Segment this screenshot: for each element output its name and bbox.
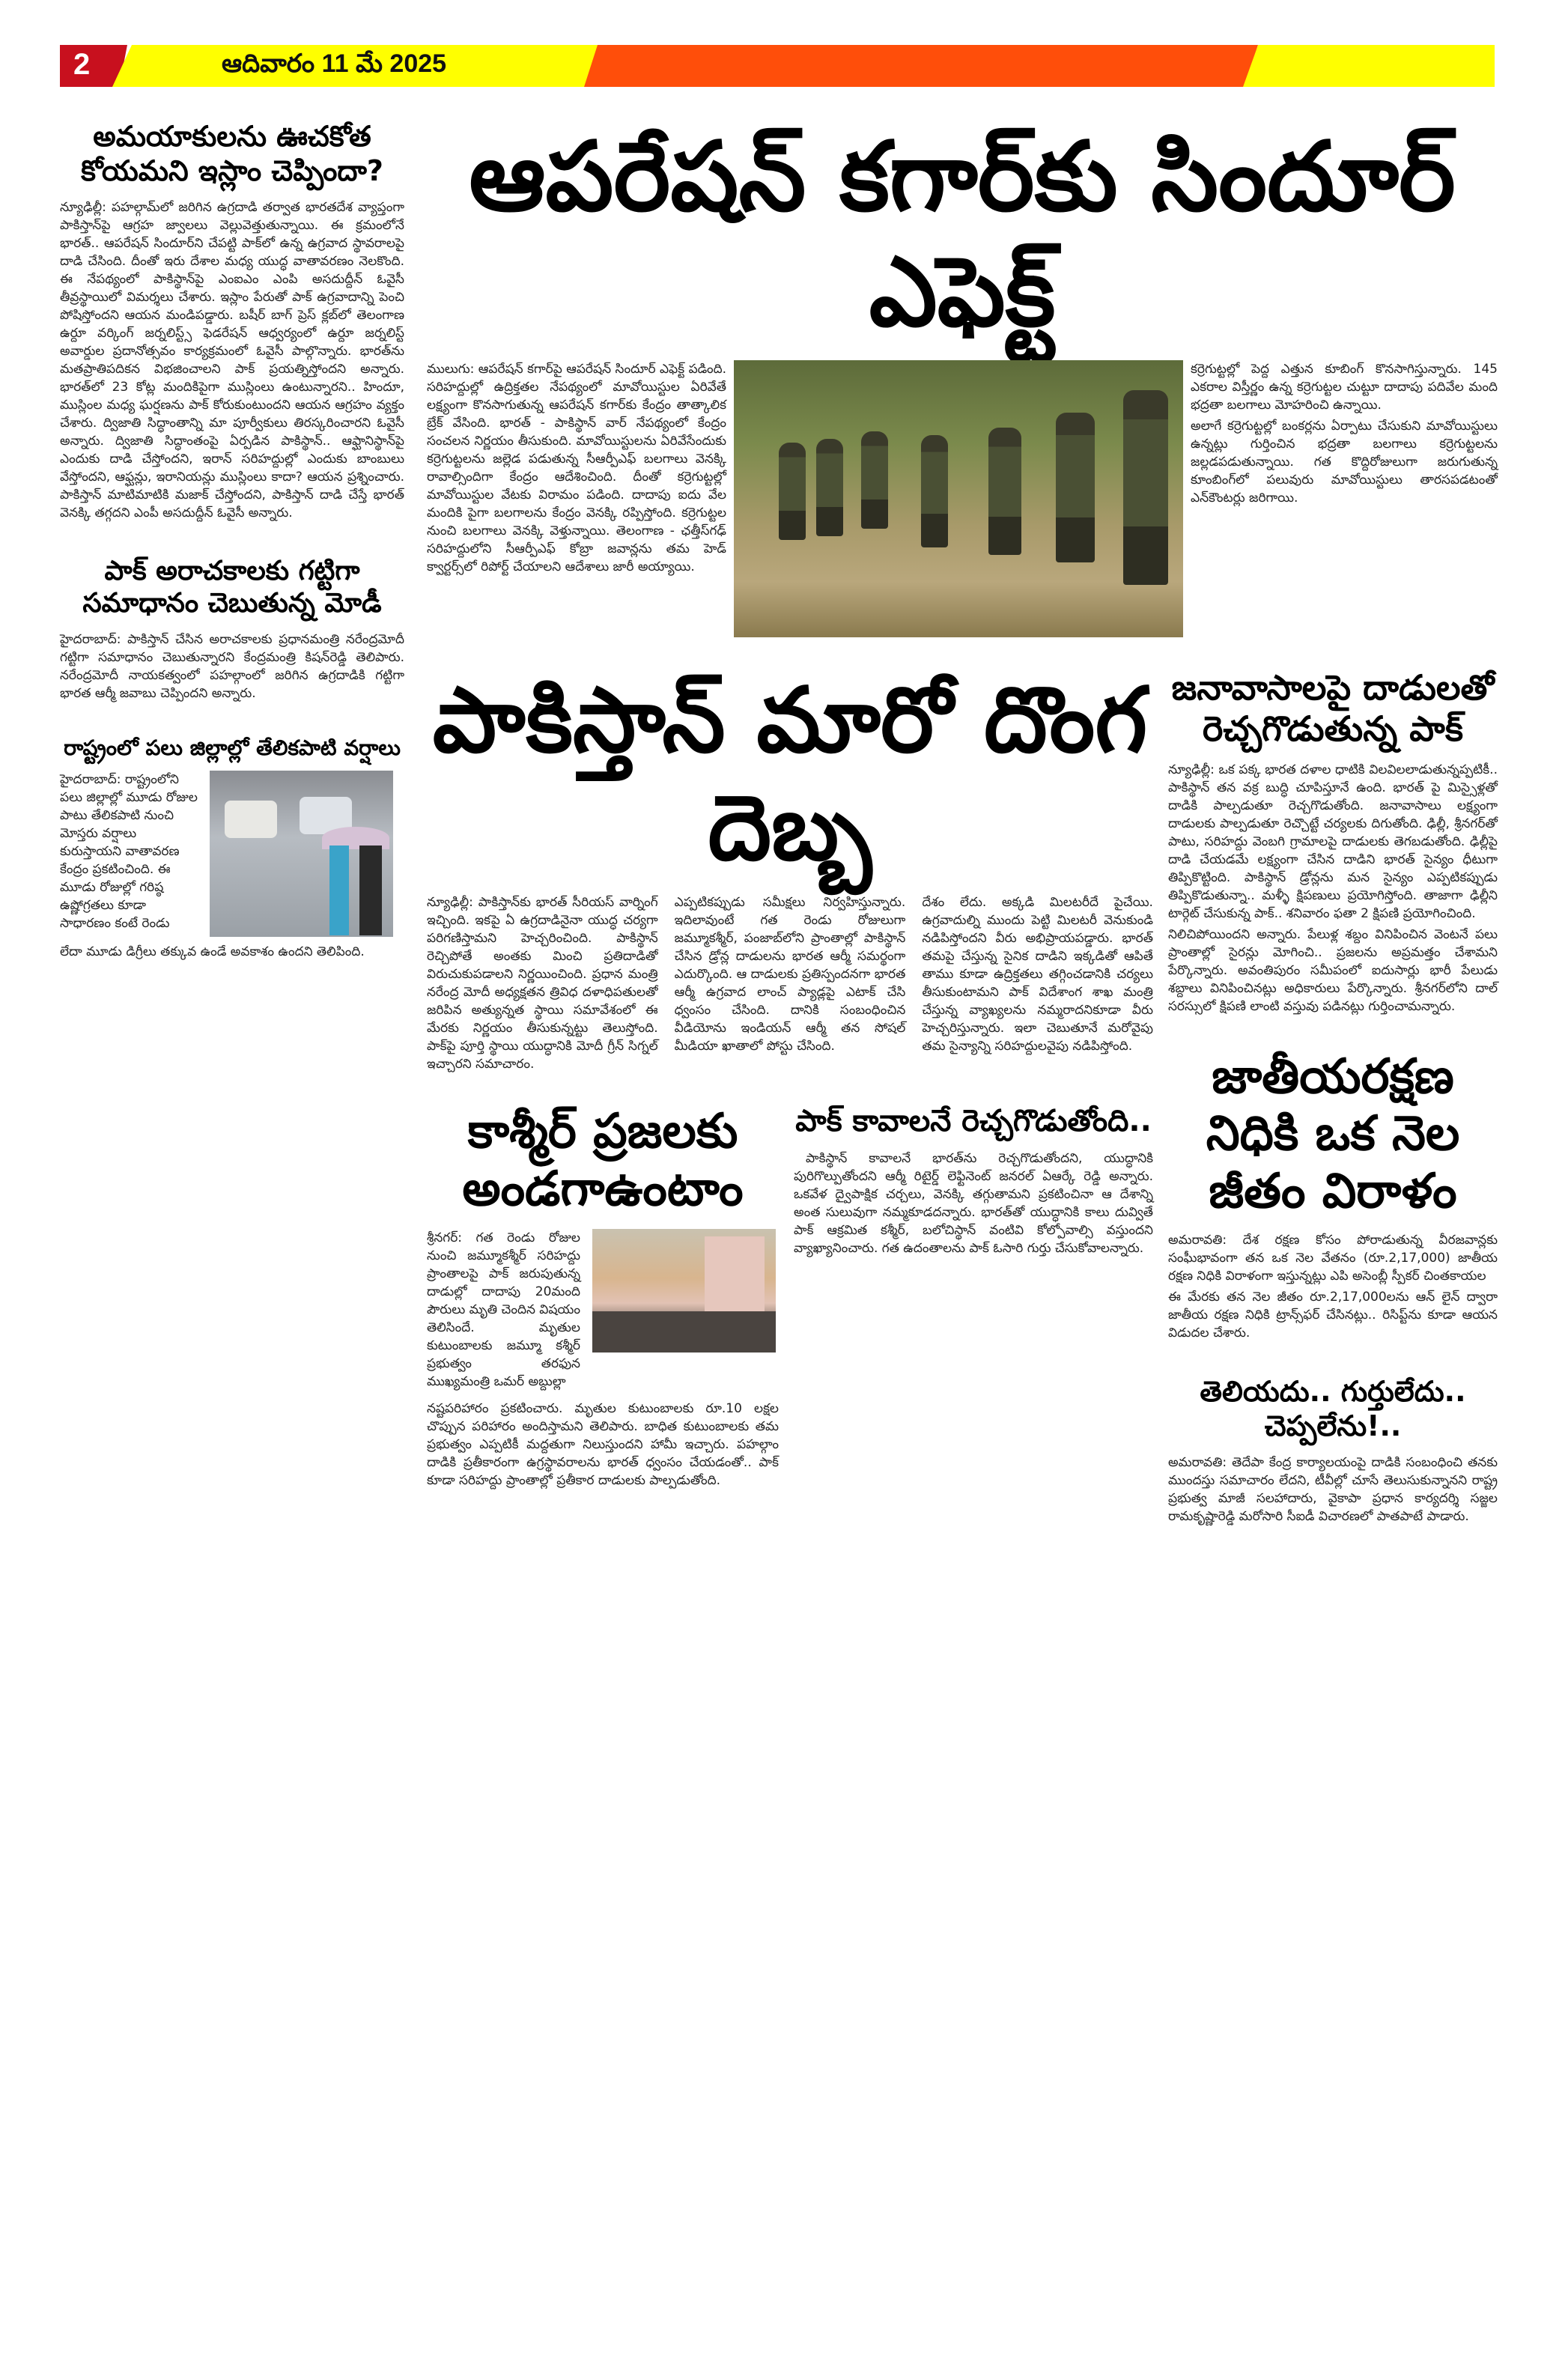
article-donga-debba [427,667,1153,1073]
article-text: శ్రీనగర్: గత రెండు రోజుల నుంచి జమ్మూకశ్మీర్ సరిహద్దు ప్రాంతాలపై పాక్ జరుపుతున్న దాడుల్లో దాదాపు 20మంది పౌరులు మృతి చెందిన విషయం తెలిసిందే. మృతుల కుటుంబాలకు జమ్మూ కశ్మీర్ ప్రభుత్వం తరఫున ముఖ్యమంత్రి ఒమర్ అబ్దుల్లా [427,1230,580,1389]
bottom-row [427,1103,1153,1493]
kashmir-row [427,1229,779,1394]
article-teliyadu-body [1168,1454,1498,1525]
article-text: దేశం లేదు. అక్కడి మిలటరీదే పైచేయి. ఉగ్రవాదుల్ని ముందు పెట్టి మిలటరీ వెనుకుండి నడిపిస్తోందని వీరు అభిప్రాయపడ్డారు. భారత్ తమపై చేస్తున్న సైనిక దాడిని ఇక్కడితో ఆపితే తాము కూడా ఉద్రిక్తతలు తగ్గించడానికి చర్యలు తీసుకుంటామని పాక్ విదేశాంగ శాఖ మంత్రి చేస్తున్న వ్యాఖ్యలను నమ్మరాదనికూడా వీరు హెచ్చరిస్తున్నారు. ఇలా చెబుతూనే మరోవైపు తమ సైన్యాన్ని సరిహద్దులవైపు నడిపిస్తోంది. [922,895,1153,1054]
article-text: హైదరాబాద్: పాకిస్తాన్ చేసిన అరాచకాలకు ప్రధానమంత్రి నరేంద్రమోదీ గట్టిగా సమాధానం చెబుతున్నారని కేంద్రమంత్రి కిషన్‌రెడ్డి తెలిపారు. నరేంద్రమోదీ నాయకత్వంలో పహల్గాంలో జరిగిన ఉగ్రదాడికి గట్టిగా భారత ఆర్మీ జవాబు చెప్పిందని అన్నారు. [60,631,404,701]
article-text: ఈ మేరకు తన నెల జీతం రూ.2,17,000లను ఆన్ లైన్ ద్వారా జాతీయ రక్షణ నిధికి ట్రాన్స్‌ఫర్ చేసినట్లు.. రిసిప్ట్‌ను కూడా ఆయన విడుదల చేశారు. [1168,1289,1498,1341]
photo-soldiers-forest [734,360,1183,637]
article-text: ఎప్పటికప్పుడు సమీక్షలు నిర్వహిస్తున్నారు. ఇదిలావుంటే గత రెండు రోజులుగా జమ్మూకశ్మీర్, పంజాబ్‌లోని ప్రాంతాల్లో పాకిస్థాన్ చేసిన డ్రోన్ల దాడులను భారత ఆర్మీ సమర్థంగా ఎదుర్కొంది. ఆ దాడులకు ప్రతిస్పందనగా భారత ఆర్మీ ఉగ్రవాద లాంచ్ ప్యాడ్లపై ఎటాక్ చేసి ధ్వంసం చేసింది. దానికి సంబంధించిన వీడియోను ఇండియన్ ఆర్మీ తన సోషల్ మీడియా ఖాతాలో పోస్టు చేసింది. [674,895,906,1054]
article-text: లేదా మూడు డిగ్రీలు తక్కువ ఉండే అవకాశం ఉందని తెలిపింది. [60,944,365,960]
article-text: అలాగే కర్రెగుట్టల్లో బంకర్లను ఏర్పాటు చేసుకుని మావోయిస్టులు ఉన్నట్లు గుర్తించిన భద్రతా బలగాలు కర్రెగుట్టలను జల్లడపడుతున్నాయి. గత కొద్దిరోజులుగా జరుగుతున్న కూంబింగ్‌లో పలువురు మావోయిస్టులు తారసపడటంతో ఎన్‌కౌంటర్లు జరిగాయి. [1191,419,1498,506]
headline-donga-debba: పాకిస్తాన్ మారో దొంగ దెబ్బ [432,669,1148,881]
soldier-figure [779,443,806,540]
edition-date: ఆదివారం 11 మే 2025 [222,49,447,78]
article-rain [60,735,404,965]
article-text: కర్రెగుట్టల్లో పెద్ద ఎత్తున కూబింగ్ కొనసాగిస్తున్నారు. 145 ఎకరాల విస్తీర్ణం ఉన్న కర్రెగుట్టల చుట్టూ దాదాపు పదివేల మంది భద్రతా బలగాలు మోహరించి ఉన్నాయి. [1191,362,1498,413]
headline-provoking: పాక్ కావాలనే రెచ్చగొడుతోంది.. [795,1104,1152,1139]
headline-rain: రాష్ట్రంలో పలు జిల్లాల్లో తేలికపాటి వర్షాలు [64,735,401,760]
main-area [427,120,1498,1558]
page-number: 2 [73,48,91,81]
article-text: న్యూఢిల్లీ: పాకిస్తాన్‌కు భారత్ సీరియస్ వార్నింగ్ ఇచ్చింది. ఇకపై ఏ ఉగ్రదాడినైనా యుద్ధ చర్యగా పరిగణిస్తామని హెచ్చరించింది. పాకిస్థాన్ రెచ్చిపోతే అంతకు మించి ప్రతిదాడితో విరుచుకుపడాలని నిర్ణయించింది. ప్రధాన మంత్రి నరేంద్ర మోదీ అధ్యక్షతన త్రివిధ దళాధిపతులతో జరిపిన అత్యున్నత స్థాయి సమావేశంలో ఈ మేరకు నిర్ణయం తీసుకున్నట్టు తెలుస్తోంది. పాక్‌పై పూర్తి స్థాయి యుద్ధానికి మోదీ గ్రీన్ సిగ్నల్ ఇచ్చారని సమాచారం. [427,895,658,1072]
article-kagar-col3 [1191,360,1498,510]
headline-islam: అమయాకులను ఊచకోత కోయమని ఇస్లాం చెప్పిందా? [81,120,383,187]
car-shape [225,801,277,838]
article-kashmir-full [427,1400,779,1493]
article-islam [60,120,404,525]
soldier-figure [1123,390,1168,585]
article-islam-body [60,198,404,522]
rain-row [60,771,404,937]
lower-left [427,667,1153,1493]
article-kagar [427,360,1498,637]
headline-jatiya-raksha: జాతీయరక్షణ నిధికి ఒక నెల జీతం విరాళం [1206,1048,1460,1220]
article-text: హైదరాబాద్: రాష్ట్రంలోని పలు జిల్లాల్లో మూడు రోజుల పాటు తేలికపాటి నుంచి మోస్తరు వర్షాలు కురుస్తాయని వాతావరణ కేంద్రం ప్రకటించింది. ఈ మూడు రోజుల్లో గరిష్ఠ ఉష్ణోగ్రతలు కూడా సాధారణం కంటే రెండు [60,772,198,932]
photo-rain-street [210,771,393,937]
article-text: అమరావతి: దేశ రక్షణ కోసం పోరాడుతున్న వీరజవాన్లకు సంఘీభావంగా తన ఒక నెల వేతనం (రూ.2,17,000) జాతీయ రక్షణ నిధికి విరాళంగా ఇస్తున్నట్లు ఎపి అసెంబ్లీ స్పీకర్ చింతకాయల [1168,1232,1498,1284]
orange-band [584,45,1258,87]
article-text: నిలిచిపోయిందని అన్నారు. పేలుళ్ల శబ్దం వినిపించిన వెంటనే పలు ప్రాంతాల్లో సైరన్లు మోగించి.. ప్రజలను అప్రమత్తం చేశామని పేర్కొన్నారు. అవంతిపురం సమీపంలో ఐదుసార్లు భారీ పేలుడు శబ్దాలు వినిపించినట్లు అధికారులు పేర్కొన్నారు. శ్రీనగర్‌లోని దాల్ సరస్సులో క్షిపణి లాంటి వస్తువు పడినట్లు గుర్తించామన్నారు. [1168,926,1498,1014]
article-kashmir-side [427,1229,580,1394]
headline-kagar: ఆపరేషన్ కగార్‌కు సిందూర్ ఎఫెక్ట్ [469,121,1456,348]
article-donga-debba-body [427,893,1153,1073]
headline-kashmir: కాశ్మీర్ ప్రజలకు అండగాఉంటాం [462,1104,744,1217]
article-rain-side [60,771,198,935]
yellow-band [1243,45,1495,87]
article-text: న్యూఢిల్లీ: ఒక పక్క భారత దళాల ధాటికి విలవిలలాడుతున్నప్పటికీ.. పాకిస్థాన్ తన వక్ర బుద్ధి చూపిస్తూనే ఉంది. భారత్ పై మిస్సైళ్లతో దాడికి పాల్పడుతూ రెచ్చగొడుతోంది. జనావాసాలు లక్ష్యంగా దాడులకు పాల్పడుతూ రెచ్చొట్టే చర్యలకు దిగుతోంది. ఢిల్లీ, శ్రీనగర్‌తో పాటు, సరిహద్దు వెంబగి గ్రామాలపై దాడులకు తెగబడుతోంది. ఢిల్లీపై దాడి చేయడమే లక్ష్యంగా చేసిన దాడిని భారత్ సైన్యం ధీటుగా తిప్పికొట్టింది. పాకిస్థాన్ డ్రోన్లను మన సైన్యం ఎప్పటికప్పుడు తిప్పికొడుతున్నా.. మళ్ళీ క్షిపణులు ప్రయోగిస్తోంది. తాజాగా ఢిల్లీని టార్గెట్ చేసుకున్న పాక్.. శనివారం ఫతా 2 క్షిపణి ప్రయోగించింది. [1168,762,1498,921]
building-shape [705,1236,765,1311]
lower-area [427,667,1498,1558]
article-janavasalu [1168,667,1498,1018]
headline-janavasalu: జనావాసాలపై దాడులతో రెచ్చగొడుతున్న పాక్ [1171,667,1495,750]
article-provoking-body [794,1150,1153,1260]
soldier-figure [861,431,888,529]
person-shape [359,845,382,935]
left-column [60,120,404,994]
article-text: ములుగు: ఆపరేషన్ కగార్‌పై ఆపరేషన్ సిందూర్ ఎఫెక్ట్ పడింది. సరిహద్దుల్లో ఉద్రిక్తతల నేపథ్యంలో మావోయిస్టుల ఏరివేతే లక్ష్యంగా కొనసాగుతున్న ఆపరేషన్ కగార్‌కు కేంద్రం తాత్కాలిక బ్రేక్ వేసింది. భారత్ - పాకిస్థాన్ వార్ నేపథ్యంలో కేంద్రం సంచలన నిర్ణయం తీసుకుంది. మావోయిస్టులను ఏరివేసేందుకు కర్రెగుట్టలను జల్లెడ పడుతున్న సీఆర్పీఎఫ్ బలగాలు వెనక్కి రావాల్సిందిగా కేంద్రం ఆదేశించింది. దీంతో కర్రెగుట్టల్లో మావోయిస్టుల వేటకు విరామం పడింది. దాదాపు ఐదు వేల మందికి పైగా బలగాలను కేంద్రం వెనక్కి రప్పిస్తోంది. కర్రెగుట్టల నుంచి బలగాలు వెనక్కి వెళ్తున్నాయి. తెలంగాణ - ఛత్తీస్‌గఢ్ సరిహద్దులోని సీఆర్పీఎఫ్ కోబ్రా జవాన్లను తమ హెడ్ క్వార్టర్స్‌లో రిపోర్ట్ చేయాలని ఆదేశాలు జారీ అయ్యాయి. [427,362,726,575]
headline-teliyadu: తెలియదు.. గుర్తులేదు.. చెప్పలేను!.. [1200,1374,1466,1442]
soldier-figure [988,428,1021,555]
article-text: పాకిస్థాన్ కావాలనే భారత్‌ను రెచ్చగొడుతోందని, యుద్ధానికి పురిగొల్పుతోందని ఆర్మీ రిటైర్డ్ లెఫ్టినెంట్ జనరల్ ఏఆర్కే రెడ్డి అన్నారు. ఒకవేళ ద్వైపాక్షిక చర్చలు, వెనక్కి తగ్గుతామని ప్రకటించినా ఆ దేశాన్ని అంత సులువుగా నమ్మకూడదన్నారు. భారత్‌తో యుద్ధానికి కాలు దువ్వితే పాక్ ఆక్రమిత కశ్మీర్, బలోచిస్థాన్ వంటివి కోల్పోవాల్సి వస్తుందని వ్యాఖ్యానించారు. గత ఉదంతాలను పాక్ ఓసారి గుర్తు చేసుకోవాలన్నారు. [794,1151,1153,1257]
article-jatiya-raksha [1168,1048,1498,1345]
article-modi-body [60,631,404,702]
article-kagar-col1 [427,360,726,579]
crowd-shape [592,1311,776,1352]
person-shape [329,845,349,935]
soldier-figure [921,435,948,547]
article-text: నష్టపరిహారం ప్రకటించారు. మృతుల కుటుంబాలకు రూ.10 లక్షల చొప్పున పరిహారం అందిస్తామని తెలిపారు. బాధిత కుటుంబాలకు తమ ప్రభుత్వం ఎప్పటికీ మద్దతుగా నిలుస్తుందని హామీ ఇచ్చారు. పహల్గాం దాడికి ప్రతీకారంగా ఉగ్రస్థావరాలను భారత్ ధ్వంసం చేయడంతో.. పాక్ కూడా సరిహద్దు ప్రాంతాల్లో ప్రతీకార దాడులకు పాల్పడుతోంది. [427,1400,779,1488]
article-modi [60,555,404,705]
lower-right [1168,667,1498,1558]
article-text: అమరావతి: తెదేపా కేంద్ర కార్యాలయంపై దాడికి సంబంధించి తనకు ముందస్తు సమాచారం లేదని, టీవీల్లో చూసే తెలుసుకున్నానని రాష్ట్ర ప్రభుత్వ మాజీ సలహాదారు, వైకాపా ప్రధాన కార్యదర్శి సజ్జల రామకృష్ణారెడ్డి మరోసారి సీఐడీ విచారణలో పాతపాటే పాడారు. [1168,1455,1498,1525]
article-janavasalu-body [1168,761,1498,1015]
article-text: న్యూఢిల్లీ: పహల్గామ్‌లో జరిగిన ఉగ్రదాడి తర్వాత భారతదేశ వ్యాప్తంగా పాకిస్తాన్‌పై ఆగ్రహ జ్వాలలు వెల్లువెత్తుతున్నాయి. ఈ క్రమంలోనే భారత్.. ఆపరేషన్ సిందూర్‌ని చేపట్టి పాక్‌లో ఉన్న ఉగ్రవాద స్థావరాలపై దాడి చేసింది. దీంతో ఇరు దేశాల మధ్య యుద్ధ వాతావరణం నెలకొంది. ఈ నేపథ్యంలో పాకిస్థాన్‌పై ఎంఐఎం ఎంపి అసదుద్దీన్ ఓవైసీ తీవ్రస్థాయిలో విమర్శలు చేశారు. ఇస్లాం పేరుతో పాక్ ఉగ్రవాదాన్ని పెంచి పోషిస్తోందని ఆయన మండిపడ్డారు. బషీర్ బాగ్ ప్రెస్ క్లబ్‌లో తెలంగాణ ఉర్దూ వర్కింగ్ జర్నలిస్ట్స్ ఫెడరేషన్ ఆధ్వర్యంలో ఉర్దూ జర్నలిస్ట్ అవార్డుల ప్రదానోత్సవం కార్యక్రమంలో ఓవైసీ పాల్గొన్నారు. భారత్‌ను మతప్రాతిపదికన విభజించాలని పాక్ ప్రయత్నిస్తోందని అన్నారు. భారత్‌లో 23 కోట్ల మందికిపైగా ముస్లింలు ఉంటున్నారని.. హిందూ, ముస్లింల మధ్య ఘర్షణను పాక్ కోరుకుంటుందని ఆయన ఆగ్రహం వ్యక్తం చేశారు. ద్విజాతి సిద్ధాంతాన్ని మా పూర్వీకులు తిరస్కరించారని ఓవైసీ అన్నారు. ద్విజాతి సిద్ధాంతంపై ఏర్పడిన పాకిస్థాన్.. ఆఫ్ఘానిస్థాన్‌పై ఎందుకు దాడి చేస్తోందని, ఇరాన్ సరిహద్దుల్లో ఎందుకు బాంబులు వేస్తోందని, ఆఫ్ఘన్లు, ఇరానియన్లు ముస్లింలు కాదా? ఆయన ప్రశ్నించారు. పాకిస్తాన్ మాటిమాటికి మజాక్ చేస్తోందని, పాకిస్తాన్ దాడి చేస్తే భారత్ వెనక్కి తగ్గదని ఎంపీ అసదుద్దీన్ ఓవైసీ అన్నారు. [60,200,404,521]
soldier-figure [1056,413,1095,562]
soldier-figure [816,439,843,536]
article-jatiya-raksha-body [1168,1231,1498,1342]
photo-damaged-building [592,1229,776,1352]
article-rain-full [60,943,404,961]
article-kashmir [427,1103,779,1493]
article-teliyadu [1168,1375,1498,1528]
headline-modi: పాక్ అరాచకాలకు గట్టిగా సమాధానం చెబుతున్న మోడీ [82,556,382,619]
article-provoking [794,1103,1153,1260]
